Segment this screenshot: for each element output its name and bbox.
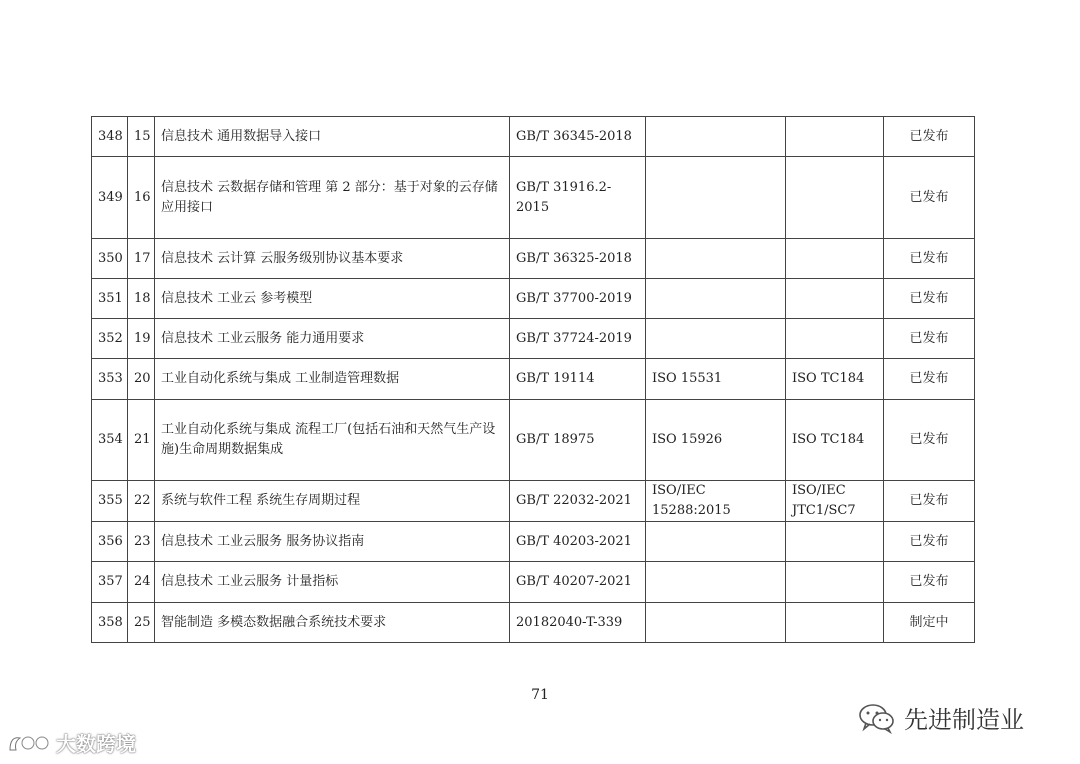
standard-name-cell: 工业自动化系统与集成 工业制造管理数据: [155, 359, 510, 400]
status-cell: 已发布: [884, 157, 975, 239]
standard-name-cell: 信息技术 工业云服务 服务协议指南: [155, 522, 510, 562]
row-seq-cell: 352: [92, 319, 128, 359]
table-row: [92, 319, 975, 359]
iso-reference-cell: [646, 603, 786, 643]
status-cell: 已发布: [884, 522, 975, 562]
row-seq-cell: 354: [92, 400, 128, 481]
standard-name-cell: 智能制造 多模态数据融合系统技术要求: [155, 603, 510, 643]
row-number-cell: 19: [128, 319, 155, 359]
standard-name-cell: 信息技术 云计算 云服务级别协议基本要求: [155, 239, 510, 279]
status-cell: 已发布: [884, 562, 975, 603]
row-seq-cell: 350: [92, 239, 128, 279]
row-number-cell: 23: [128, 522, 155, 562]
row-seq-cell: 348: [92, 117, 128, 157]
iso-reference-cell: ISO/IEC 15288:2015: [646, 481, 786, 522]
iso-reference-cell: [646, 279, 786, 319]
standard-code-cell: GB/T 19114: [510, 359, 646, 400]
standard-code-cell: GB/T 40207-2021: [510, 562, 646, 603]
status-cell: 已发布: [884, 400, 975, 481]
table-row: [92, 359, 975, 400]
row-number-cell: 20: [128, 359, 155, 400]
standard-code-cell: 20182040-T-339: [510, 603, 646, 643]
standard-code-cell: GB/T 37700-2019: [510, 279, 646, 319]
committee-cell: [786, 603, 884, 643]
standards-table: [91, 116, 975, 643]
table-row: [92, 117, 975, 157]
table-row: [92, 239, 975, 279]
standard-code-cell: GB/T 40203-2021: [510, 522, 646, 562]
row-seq-cell: 356: [92, 522, 128, 562]
row-number-cell: 16: [128, 157, 155, 239]
standard-code-cell: GB/T 36345-2018: [510, 117, 646, 157]
committee-cell: [786, 157, 884, 239]
row-number-cell: 15: [128, 117, 155, 157]
status-cell: 制定中: [884, 603, 975, 643]
committee-cell: ISO TC184: [786, 400, 884, 481]
standard-code-cell: GB/T 36325-2018: [510, 239, 646, 279]
wechat-icon: [858, 702, 896, 734]
status-cell: 已发布: [884, 239, 975, 279]
table-row: [92, 400, 975, 481]
committee-cell: [786, 522, 884, 562]
standard-name-cell: 工业自动化系统与集成 流程工厂(包括石油和天然气生产设施)生命周期数据集成: [155, 400, 510, 481]
standard-name-cell: 信息技术 云数据存储和管理 第 2 部分：基于对象的云存储应用接口: [155, 157, 510, 239]
standard-code-cell: GB/T 22032-2021: [510, 481, 646, 522]
status-cell: 已发布: [884, 279, 975, 319]
status-cell: 已发布: [884, 319, 975, 359]
row-seq-cell: 349: [92, 157, 128, 239]
committee-cell: [786, 562, 884, 603]
table-row: [92, 603, 975, 643]
committee-cell: ISO TC184: [786, 359, 884, 400]
standard-code-cell: GB/T 37724-2019: [510, 319, 646, 359]
iso-reference-cell: [646, 157, 786, 239]
watermark-left: [6, 728, 136, 757]
committee-cell: [786, 239, 884, 279]
committee-cell: ISO/IEC JTC1/SC7: [786, 481, 884, 522]
standard-code-cell: GB/T 31916.2-2015: [510, 157, 646, 239]
row-seq-cell: 353: [92, 359, 128, 400]
iso-reference-cell: [646, 117, 786, 157]
watermark-right-text: 先进制造业: [904, 706, 1024, 734]
table-body: [92, 117, 975, 643]
status-cell: 已发布: [884, 481, 975, 522]
standard-code-cell: GB/T 18975: [510, 400, 646, 481]
committee-cell: [786, 319, 884, 359]
row-number-cell: 22: [128, 481, 155, 522]
row-number-cell: 25: [128, 603, 155, 643]
iso-reference-cell: [646, 562, 786, 603]
row-number-cell: 17: [128, 239, 155, 279]
standard-name-cell: 信息技术 工业云服务 计量指标: [155, 562, 510, 603]
page-number: 71: [531, 687, 549, 703]
row-seq-cell: 355: [92, 481, 128, 522]
table-row: [92, 279, 975, 319]
row-seq-cell: 358: [92, 603, 128, 643]
row-seq-cell: 351: [92, 279, 128, 319]
iso-reference-cell: ISO 15531: [646, 359, 786, 400]
row-number-cell: 18: [128, 279, 155, 319]
row-number-cell: 21: [128, 400, 155, 481]
standard-name-cell: 信息技术 通用数据导入接口: [155, 117, 510, 157]
standard-name-cell: 信息技术 工业云 参考模型: [155, 279, 510, 319]
row-seq-cell: 357: [92, 562, 128, 603]
table-row: [92, 562, 975, 603]
brand-logo-icon: [6, 730, 52, 756]
status-cell: 已发布: [884, 117, 975, 157]
watermark-right: [858, 700, 1024, 735]
status-cell: 已发布: [884, 359, 975, 400]
standard-name-cell: 系统与软件工程 系统生存周期过程: [155, 481, 510, 522]
row-number-cell: 24: [128, 562, 155, 603]
iso-reference-cell: [646, 522, 786, 562]
iso-reference-cell: [646, 319, 786, 359]
watermark-left-text: 大数跨境: [56, 732, 136, 756]
iso-reference-cell: [646, 239, 786, 279]
table-row: [92, 481, 975, 522]
iso-reference-cell: ISO 15926: [646, 400, 786, 481]
table-row: [92, 157, 975, 239]
committee-cell: [786, 117, 884, 157]
table-row: [92, 522, 975, 562]
standard-name-cell: 信息技术 工业云服务 能力通用要求: [155, 319, 510, 359]
committee-cell: [786, 279, 884, 319]
